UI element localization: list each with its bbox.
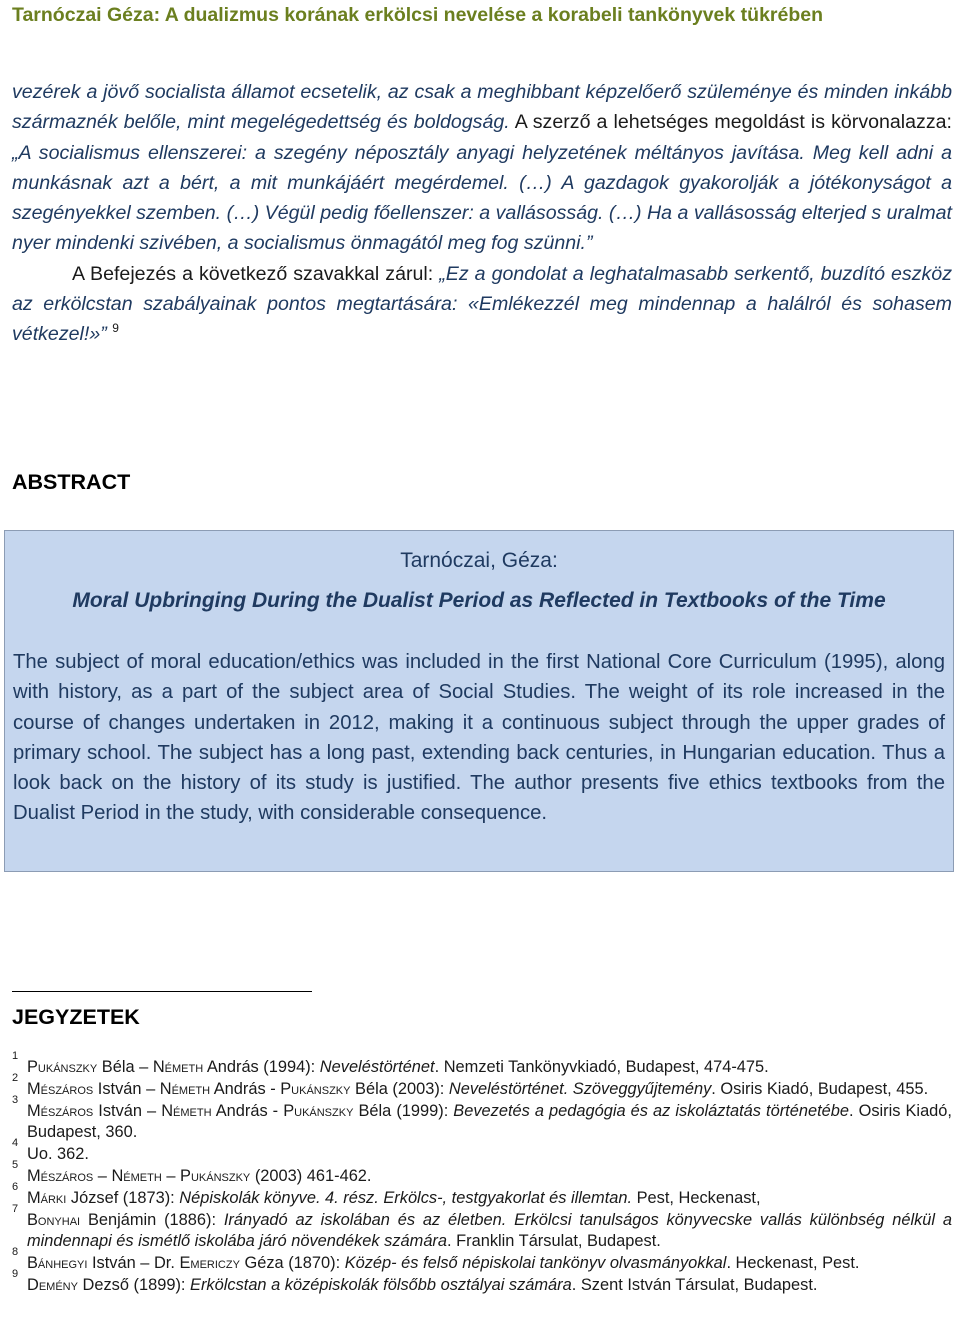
note-number: 6 [12,1180,19,1193]
author: Németh [161,1101,212,1120]
note-6 [12,1180,952,1210]
note-number: 7 [12,1202,19,1215]
text: Pest, Heckenast, [632,1188,761,1207]
notes-list [12,1050,952,1297]
author: Mészáros [27,1166,94,1185]
text: András (1994): [203,1058,320,1076]
author: Mészáros [27,1101,94,1120]
note-number: 4 [12,1137,19,1150]
author: Németh [111,1166,162,1185]
text: Béla (2003): [350,1079,449,1098]
note-number: 5 [12,1158,19,1171]
abstract-text: The subject of moral education/ethics was included in the first National Core Curriculum (1995), along with history, as a part of the subject area of Social Studies. The weight of its role increased in the course of changes undertaken in 2012, making it a continuous subject through the upper grades of primary school. The subject has a long past, extending back centuries, in Hungarian education. Thus a look back on the history of its study is justified. The author presents five ethics textbooks from the Dualist Period in the study, with considerable consequence. [13,651,945,825]
abstract-heading: ABSTRACT [12,470,131,494]
note-number: 9 [12,1267,19,1280]
text: A Befejezés a következő szavakkal zárul: [72,262,440,285]
quote: „A socialismus ellenszerei: a szegény néposztály anyagi helyzetének méltányos javítása. Meg kell adni a munkásnak azt a bért, a mit munkájáért megérdemel. (…) A gazdagok gyakorolják a jótékonyságot a szegényekkel szemben. (…) Végül pedig főellenszer: a vallásosság. (…) Ha a vallásosság elterjed s uralmat nyer mindenki szivében, a socialismus önmagától meg fog szünni.” [12,141,952,255]
text: Uo. 362. [27,1145,89,1164]
footnote-ref: 9 [112,321,119,336]
author: Emericzy [179,1254,240,1273]
text: Géza (1870): [239,1254,345,1273]
note-5 [12,1158,952,1188]
text: A szerző a lehetséges megoldást is körvonalazza: [509,111,952,134]
author: Pukánszky [283,1101,354,1120]
work-title: Erkölcstan a középiskolák fölsőbb osztályai számára [190,1275,572,1294]
text: . Osiris Kiadó, Budapest, 455. [711,1079,929,1098]
text: István – Dr. [87,1254,180,1273]
note-number: 3 [12,1093,19,1106]
author: Demény [27,1275,78,1294]
author: Pukánszky [280,1079,351,1098]
notes-divider [12,991,312,992]
paragraph-1 [12,77,952,259]
work-title: Közép- és felső népiskolai tankönyv olvasmányokkal [344,1254,727,1273]
work-title: Bevezetés a pedagógia és az iskoláztatás történetébe [453,1101,849,1120]
work-title: Népiskolák könyve. 4. rész. Erkölcs-, testgyakorlat és illemtan. [179,1188,633,1207]
text: András - [211,1101,284,1120]
note-8 [12,1246,952,1275]
author: Bánhegyi [27,1254,88,1273]
text: József (1873): [66,1188,180,1207]
author: Pukánszky [180,1166,251,1185]
author: Németh [159,1079,211,1098]
work-title: Neveléstörténet. Szöveggyűjtemény [448,1079,712,1098]
text: István – [93,1079,160,1098]
work-title: Irányadó az iskolában és az életben. Erkölcsi tanulságos könyvecske vallás különbség nélkül a mindennapi és ismétlő iskolába járó növendékek számára [27,1210,952,1251]
text: – [161,1166,181,1185]
author: Pukánszky [27,1058,98,1076]
paragraph-2 [12,259,952,350]
text: Benjámin (1886): [80,1210,224,1229]
abstract-author: Tarnóczai, Géza: [400,549,558,572]
author: Mészáros [27,1079,94,1098]
text: . Nemzeti Tankönyvkiadó, Budapest, 474-475. [434,1058,769,1076]
note-3 [12,1093,952,1145]
text: . Osiris Kiadó, Budapest, 360. [27,1101,952,1142]
text: – [93,1166,112,1185]
note-7 [12,1202,952,1254]
note-number: 1 [12,1050,19,1062]
author: Bonyhai [27,1210,81,1229]
text: Béla (1999): [353,1101,454,1120]
note-number: 2 [12,1071,19,1084]
abstract-title: Moral Upbringing During the Dualist Period as Reflected in Textbooks of the Time [72,589,886,612]
text: . Heckenast, Pest. [726,1254,860,1273]
text: István – [93,1101,162,1120]
work-title: Neveléstörténet [319,1058,435,1076]
note-number: 8 [12,1246,19,1259]
abstract-box [4,530,954,872]
text: . Szent István Társulat, Budapest. [571,1275,818,1294]
author: Márki [27,1188,67,1207]
body-text [12,77,952,350]
text: . Franklin Társulat, Budapest. [447,1232,661,1251]
text: Béla – [97,1058,153,1076]
note-2 [12,1071,952,1101]
text: András - [210,1079,281,1098]
quote: „Ez a gondolat a leghatalmasabb serkentő, buzdító eszköz az erkölcstan szabályainak pontos megtartására: «Emlékezzél meg mindennap a halálról és sohasem vétkezel!»” [12,262,952,346]
quote: vezérek a jövő socialista államot ecsetelik, az csak a meghibbant képzelőerő szüleménye és minden inkább származnék belőle, mint megelégedettség és boldogság. [12,81,952,134]
author: Németh [152,1058,204,1076]
text: (2003) 461-462. [250,1166,372,1185]
text: Dezső (1899): [77,1275,191,1294]
notes-heading: JEGYZETEK [12,1005,140,1029]
note-9 [12,1267,952,1297]
note-1 [12,1050,952,1079]
running-head: Tarnóczai Géza: A dualizmus korának erkölcsi nevelése a korabeli tankönyvek tükrében [12,4,824,26]
note-4 [12,1137,952,1166]
